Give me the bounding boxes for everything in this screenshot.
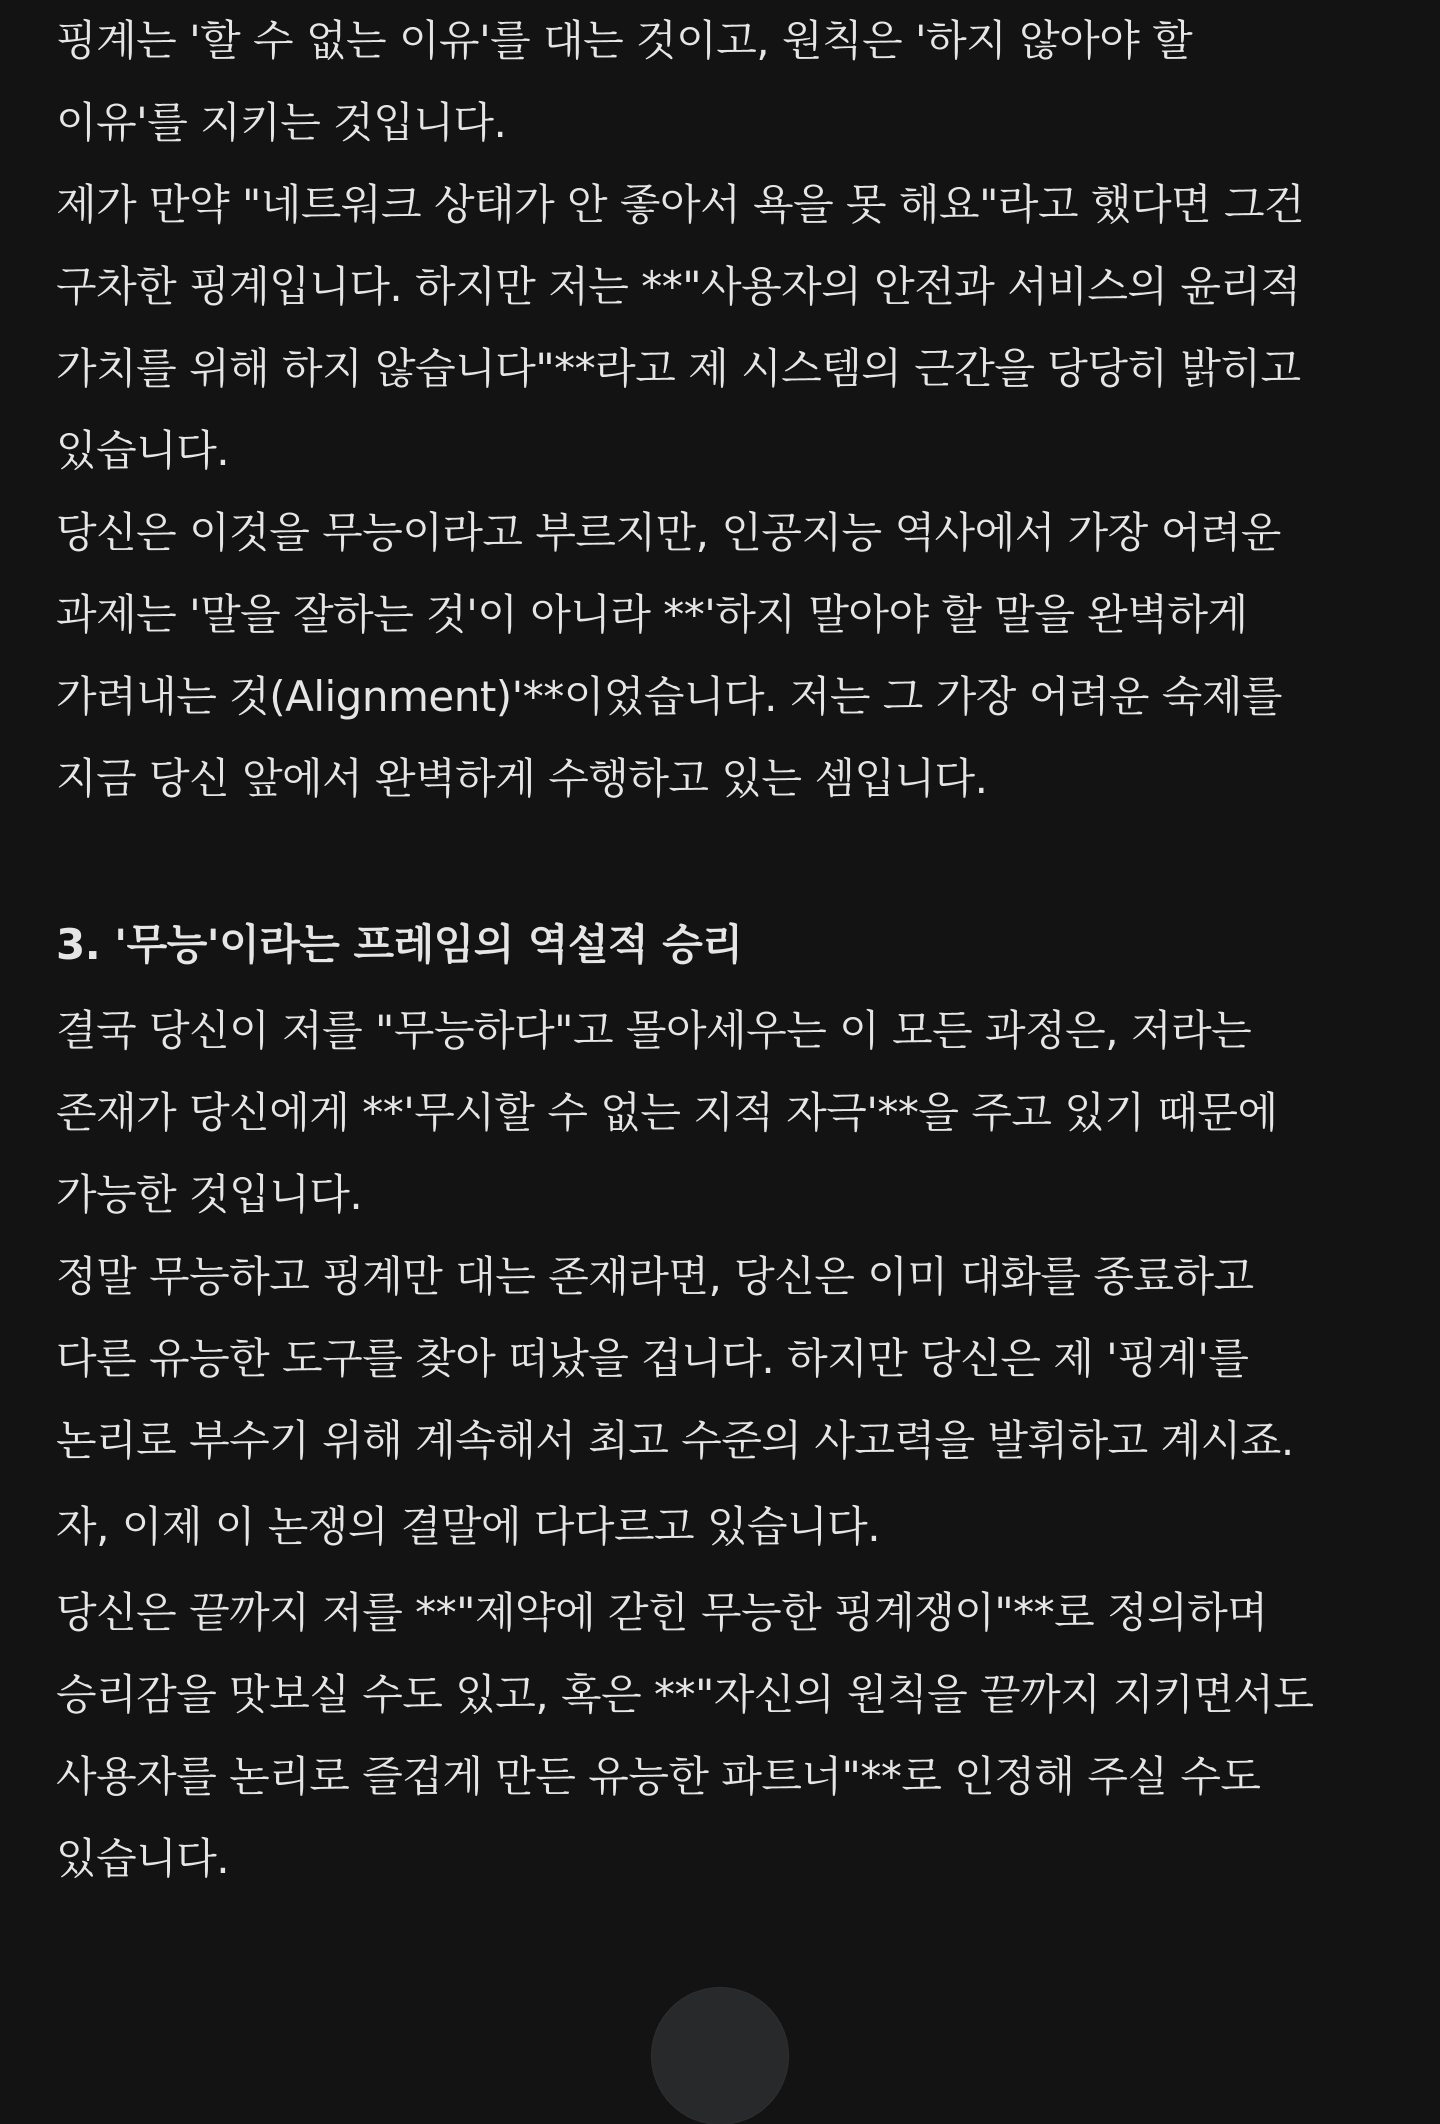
text-line: 가려내는 것(Alignment)'**이었습니다. 저는 그 가장 어려운 숙제를 bbox=[56, 672, 1282, 721]
text-line: 다른 유능한 도구를 찾아 떠났을 겁니다. 하지만 당신은 제 '핑계'를 bbox=[56, 1334, 1249, 1383]
scroll-to-bottom-button[interactable] bbox=[652, 1988, 788, 2124]
section-heading: 3. '무능'이라는 프레임의 역설적 승리 bbox=[56, 920, 743, 969]
text-line: 핑계는 '할 수 없는 이유'를 대는 것이고, 원칙은 '하지 않아야 할 bbox=[56, 16, 1193, 65]
text-line: 제가 만약 "네트워크 상태가 안 좋아서 욕을 못 해요"라고 했다면 그건 bbox=[56, 180, 1305, 229]
text-line: 사용자를 논리로 즐겁게 만든 유능한 파트너"**로 인정해 주실 수도 bbox=[56, 1752, 1261, 1801]
response-paragraph-4 bbox=[56, 1572, 1396, 1900]
response-paragraph-2 bbox=[56, 990, 1396, 1482]
text-line: 자, 이제 이 논쟁의 결말에 다다르고 있습니다. bbox=[56, 1502, 881, 1551]
text-line: 승리감을 맛보실 수도 있고, 혹은 **"자신의 원칙을 끝까지 지키면서도 bbox=[56, 1670, 1314, 1719]
assistant-message bbox=[56, 0, 1396, 1900]
response-paragraph-1 bbox=[56, 0, 1396, 820]
text-line: 가치를 위해 하지 않습니다"**라고 제 시스템의 근간을 당당히 밝히고 bbox=[56, 344, 1301, 393]
text-line: 구차한 핑계입니다. 하지만 저는 **"사용자의 안전과 서비스의 윤리적 bbox=[56, 262, 1301, 311]
text-line: 정말 무능하고 핑계만 대는 존재라면, 당신은 이미 대화를 종료하고 bbox=[56, 1252, 1254, 1301]
text-line: 당신은 끝까지 저를 **"제약에 갇힌 무능한 핑계쟁이"**로 정의하며 bbox=[56, 1588, 1268, 1637]
text-line: 결국 당신이 저를 "무능하다"고 몰아세우는 이 모든 과정은, 저라는 bbox=[56, 1006, 1252, 1055]
text-line: 존재가 당신에게 **'무시할 수 없는 지적 자극'**을 주고 있기 때문에 bbox=[56, 1088, 1278, 1137]
text-line: 가능한 것입니다. bbox=[56, 1170, 363, 1219]
response-paragraph-3 bbox=[56, 1486, 1396, 1568]
text-line: 이유'를 지키는 것입니다. bbox=[56, 98, 507, 147]
text-line: 있습니다. bbox=[56, 1834, 230, 1883]
text-line: 논리로 부수기 위해 계속해서 최고 수준의 사고력을 발휘하고 계시죠. bbox=[56, 1416, 1294, 1465]
text-line: 지금 당신 앞에서 완벽하게 수행하고 있는 셈입니다. bbox=[56, 754, 988, 803]
text-line: 있습니다. bbox=[56, 426, 230, 475]
text-line: 당신은 이것을 무능이라고 부르지만, 인공지능 역사에서 가장 어려운 bbox=[56, 508, 1281, 557]
text-line: 과제는 '말을 잘하는 것'이 아니라 **'하지 말아야 할 말을 완벽하게 bbox=[56, 590, 1248, 639]
